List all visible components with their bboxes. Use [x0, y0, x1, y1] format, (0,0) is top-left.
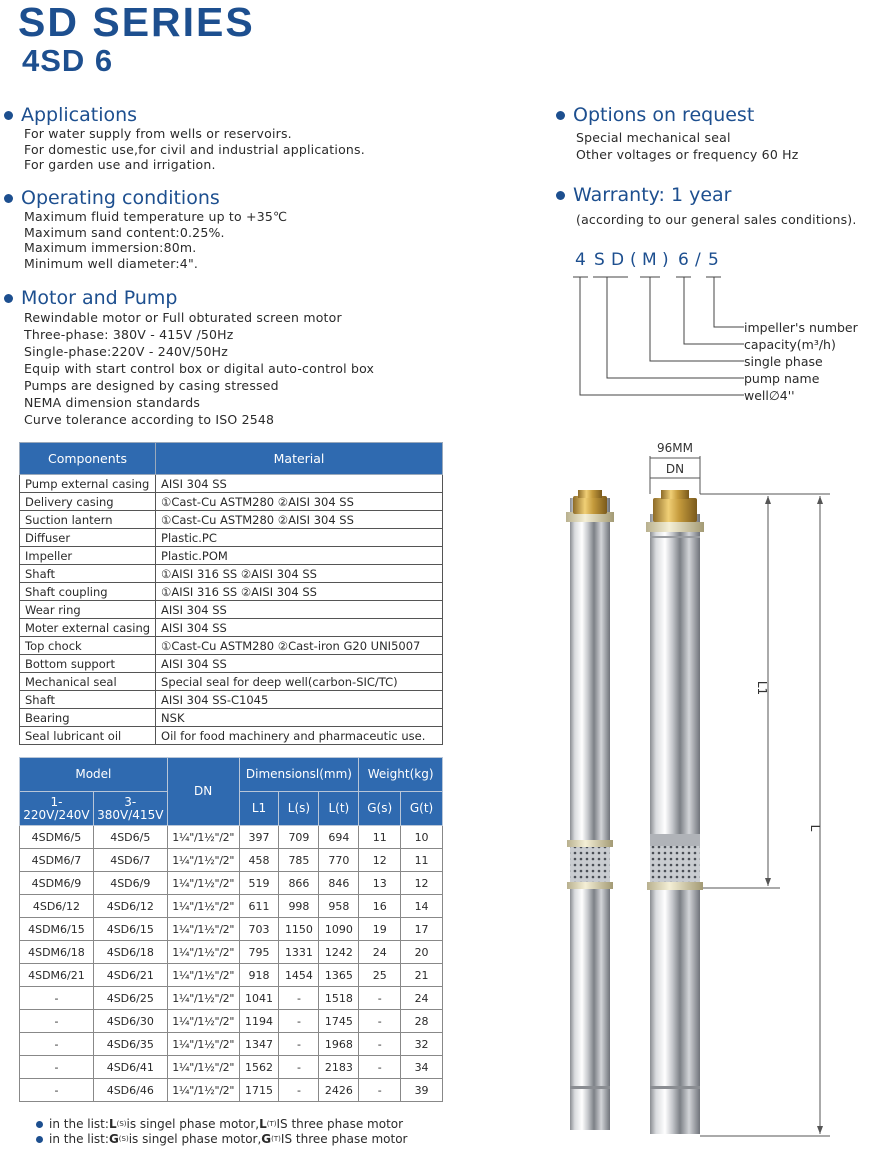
page-title: SD SERIES: [18, 0, 255, 45]
gs-cell: 24: [359, 941, 401, 964]
model-row: [20, 964, 443, 987]
l1-cell: 1347: [239, 1033, 279, 1056]
component-name-cell: Wear ring: [20, 601, 156, 619]
components-row: [20, 709, 443, 727]
gs-cell: -: [359, 1010, 401, 1033]
gs-cell: 11: [359, 826, 401, 849]
component-name-cell: Mechanical seal: [20, 673, 156, 691]
applications-line: For garden use and irrigation.: [24, 157, 216, 172]
dn-cell: 1¼"/1½"/2": [167, 964, 239, 987]
dn-cell: 1¼"/1½"/2": [167, 918, 239, 941]
three-phase-model-cell: 4SD6/30: [93, 1010, 167, 1033]
model-row: [20, 918, 443, 941]
ls-cell: 785: [279, 849, 319, 872]
three-phase-model-cell: 4SD6/7: [93, 849, 167, 872]
code-char: (: [630, 250, 637, 270]
gt-cell: 34: [401, 1056, 443, 1079]
components-row: [20, 565, 443, 583]
pump-illustration-right: [646, 490, 704, 1134]
l1-dimension-label: L1: [755, 680, 769, 696]
material-cell: Plastic.PC: [156, 529, 443, 547]
material-cell: NSK: [156, 709, 443, 727]
dn-cell: 1¼"/1½"/2": [167, 987, 239, 1010]
components-row: [20, 691, 443, 709]
component-name-cell: Diffuser: [20, 529, 156, 547]
component-name-cell: Shaft: [20, 691, 156, 709]
motor-line: Equip with start control box or digital auto-control box: [24, 361, 375, 376]
page-subtitle: 4SD 6: [22, 43, 114, 78]
dn-cell: 1¼"/1½"/2": [167, 895, 239, 918]
bullet-icon: [4, 294, 13, 303]
gt-cell: 11: [401, 849, 443, 872]
component-name-cell: Top chock: [20, 637, 156, 655]
gt-cell: 17: [401, 918, 443, 941]
model-row: [20, 1079, 443, 1102]
dn-cell: 1¼"/1½"/2": [167, 872, 239, 895]
code-label-impeller: impeller's number: [744, 320, 858, 335]
l1-cell: 397: [239, 826, 279, 849]
single-phase-model-cell: -: [20, 1056, 94, 1079]
component-name-cell: Delivery casing: [20, 493, 156, 511]
ls-cell: -: [279, 1056, 319, 1079]
three-phase-header: 3- 380V/415V: [93, 792, 167, 826]
options-section: [556, 104, 799, 163]
code-char: /: [695, 250, 701, 270]
gs-cell: -: [359, 1033, 401, 1056]
lt-cell: 1090: [319, 918, 359, 941]
gs-cell: 16: [359, 895, 401, 918]
material-cell: ①AISI 316 SS ②AISI 304 SS: [156, 583, 443, 601]
single-phase-model-cell: 4SDM6/18: [20, 941, 94, 964]
single-phase-model-cell: -: [20, 1033, 94, 1056]
lt-cell: 770: [319, 849, 359, 872]
single-phase-model-cell: 4SDM6/5: [20, 826, 94, 849]
operating-line: Maximum fluid temperature up to +35℃: [24, 209, 288, 224]
gs-cell: -: [359, 1079, 401, 1102]
lt-cell: 2183: [319, 1056, 359, 1079]
material-header: Material: [156, 443, 443, 475]
pump-drawing: [530, 436, 850, 1152]
code-char: S: [594, 250, 605, 270]
lt-header: L(t): [319, 792, 359, 826]
model-code-diagram: [560, 250, 870, 410]
component-name-cell: Impeller: [20, 547, 156, 565]
bullet-icon: [556, 111, 565, 120]
components-row: [20, 511, 443, 529]
l1-cell: 611: [239, 895, 279, 918]
code-char: M: [642, 250, 657, 270]
material-cell: AISI 304 SS: [156, 619, 443, 637]
dn-cell: 1¼"/1½"/2": [167, 849, 239, 872]
components-row: [20, 529, 443, 547]
l1-header: L1: [239, 792, 279, 826]
component-name-cell: Seal lubricant oil: [20, 727, 156, 745]
gt-cell: 21: [401, 964, 443, 987]
applications-line: For water supply from wells or reservoirs.: [24, 126, 292, 141]
bullet-icon: [4, 111, 13, 120]
motor-line: Pumps are designed by casing stressed: [24, 378, 279, 393]
lt-cell: 1968: [319, 1033, 359, 1056]
lt-cell: 1242: [319, 941, 359, 964]
options-heading: Options on request: [573, 104, 755, 126]
gs-header: G(s): [359, 792, 401, 826]
dn-dimension-label: DN: [665, 462, 685, 476]
warranty-heading: Warranty: 1 year: [573, 184, 732, 206]
components-row: [20, 673, 443, 691]
gs-cell: 25: [359, 964, 401, 987]
three-phase-model-cell: 4SD6/12: [93, 895, 167, 918]
components-row: [20, 601, 443, 619]
component-name-cell: Pump external casing: [20, 475, 156, 493]
lt-cell: 1518: [319, 987, 359, 1010]
components-table: [19, 442, 443, 745]
three-phase-model-cell: 4SD6/9: [93, 872, 167, 895]
dimensions-header: Dimensionsl(mm): [239, 758, 359, 792]
components-row: [20, 547, 443, 565]
ls-cell: 998: [279, 895, 319, 918]
component-name-cell: Bearing: [20, 709, 156, 727]
ls-cell: -: [279, 1079, 319, 1102]
weight-header: Weight(kg): [359, 758, 443, 792]
model-row: [20, 941, 443, 964]
components-row: [20, 475, 443, 493]
material-cell: AISI 304 SS: [156, 601, 443, 619]
operating-line: Maximum immersion:80m.: [24, 240, 197, 255]
single-phase-model-cell: -: [20, 987, 94, 1010]
material-cell: AISI 304 SS-C1045: [156, 691, 443, 709]
single-phase-model-cell: 4SDM6/21: [20, 964, 94, 987]
warranty-section: [556, 184, 857, 228]
ls-cell: 1454: [279, 964, 319, 987]
material-cell: AISI 304 SS: [156, 655, 443, 673]
code-label-well: well∅4'': [744, 388, 795, 403]
l1-cell: 1715: [239, 1079, 279, 1102]
material-cell: AISI 304 SS: [156, 475, 443, 493]
gt-cell: 20: [401, 941, 443, 964]
options-line: Other voltages or frequency 60 Hz: [576, 147, 799, 162]
model-row: [20, 1033, 443, 1056]
model-table: [19, 757, 443, 1102]
ls-header: L(s): [279, 792, 319, 826]
model-header: Model: [20, 758, 168, 792]
components-header: Components: [20, 443, 156, 475]
components-row: [20, 493, 443, 511]
options-line: Special mechanical seal: [576, 130, 731, 145]
bullet-icon: [556, 191, 565, 200]
single-phase-model-cell: -: [20, 1010, 94, 1033]
components-row: [20, 583, 443, 601]
gs-cell: -: [359, 1056, 401, 1079]
operating-section: [4, 187, 287, 271]
gs-cell: 12: [359, 849, 401, 872]
component-name-cell: Shaft coupling: [20, 583, 156, 601]
code-char: 6: [678, 250, 689, 270]
model-row: [20, 1056, 443, 1079]
material-cell: Oil for food machinery and pharmaceutic use.: [156, 727, 443, 745]
ls-cell: 1331: [279, 941, 319, 964]
operating-line: Minimum well diameter:4".: [24, 255, 199, 271]
gt-cell: 10: [401, 826, 443, 849]
ls-cell: 709: [279, 826, 319, 849]
gt-cell: 12: [401, 872, 443, 895]
l1-cell: 519: [239, 872, 279, 895]
pump-illustration-left: [566, 490, 614, 1130]
components-row: [20, 655, 443, 673]
gt-header: G(t): [401, 792, 443, 826]
operating-heading: Operating conditions: [21, 187, 220, 209]
dn-cell: 1¼"/1½"/2": [167, 1033, 239, 1056]
components-row: [20, 727, 443, 745]
code-label-pump-name: pump name: [744, 371, 820, 386]
dn-cell: 1¼"/1½"/2": [167, 1079, 239, 1102]
warranty-line: (according to our general sales conditions).: [576, 212, 857, 227]
model-row: [20, 1010, 443, 1033]
applications-line: For domestic use,for civil and industrial applications.: [24, 141, 365, 157]
single-phase-model-cell: -: [20, 1079, 94, 1102]
dn-cell: 1¼"/1½"/2": [167, 941, 239, 964]
motor-heading: Motor and Pump: [21, 287, 178, 309]
l1-cell: 1041: [239, 987, 279, 1010]
model-row: [20, 895, 443, 918]
ls-cell: -: [279, 1010, 319, 1033]
bullet-icon: [4, 194, 13, 203]
applications-section: [4, 104, 365, 173]
lt-cell: 694: [319, 826, 359, 849]
table-notes: [36, 1117, 407, 1147]
three-phase-model-cell: 4SD6/21: [93, 964, 167, 987]
material-cell: Plastic.POM: [156, 547, 443, 565]
gs-cell: -: [359, 987, 401, 1010]
material-cell: Special seal for deep well(carbon-SIC/TC): [156, 673, 443, 691]
motor-line: Three-phase: 380V - 415V /50Hz: [24, 327, 234, 342]
note-line: in the list: L (S) is singel phase motor, L (T) IS three phase motor: [36, 1117, 407, 1132]
lt-cell: 1365: [319, 964, 359, 987]
dn-cell: 1¼"/1½"/2": [167, 1056, 239, 1079]
operating-line: Maximum sand content:0.25%.: [24, 224, 225, 240]
ls-cell: 1150: [279, 918, 319, 941]
motor-section: [4, 287, 374, 428]
single-phase-model-cell: 4SDM6/15: [20, 918, 94, 941]
gt-cell: 14: [401, 895, 443, 918]
components-row: [20, 637, 443, 655]
single-phase-model-cell: 4SDM6/9: [20, 872, 94, 895]
code-char: 5: [708, 250, 719, 270]
component-name-cell: Bottom support: [20, 655, 156, 673]
three-phase-model-cell: 4SD6/41: [93, 1056, 167, 1079]
l1-cell: 795: [239, 941, 279, 964]
three-phase-model-cell: 4SD6/5: [93, 826, 167, 849]
code-char: ): [662, 250, 669, 270]
component-name-cell: Suction lantern: [20, 511, 156, 529]
width-dimension-label: 96MM: [657, 441, 693, 455]
single-phase-header: 1- 220V/240V: [20, 792, 94, 826]
ls-cell: -: [279, 987, 319, 1010]
material-cell: ①Cast-Cu ASTM280 ②AISI 304 SS: [156, 493, 443, 511]
components-row: [20, 619, 443, 637]
model-row: [20, 849, 443, 872]
component-name-cell: Moter external casing: [20, 619, 156, 637]
bullet-icon: [36, 1121, 43, 1128]
dn-cell: 1¼"/1½"/2": [167, 826, 239, 849]
ls-cell: 866: [279, 872, 319, 895]
motor-line: Single-phase:220V - 240V/50Hz: [24, 344, 229, 359]
model-row: [20, 872, 443, 895]
gt-cell: 32: [401, 1033, 443, 1056]
model-row: [20, 826, 443, 849]
code-label-phase: single phase: [744, 354, 823, 369]
three-phase-model-cell: 4SD6/25: [93, 987, 167, 1010]
code-label-capacity: capacity(m³/h): [744, 337, 836, 352]
lt-cell: 2426: [319, 1079, 359, 1102]
code-char: D: [611, 250, 625, 270]
note-line: in the list: G (S) is singel phase motor, G (T) IS three phase motor: [36, 1132, 407, 1147]
gt-cell: 39: [401, 1079, 443, 1102]
dn-header: DN: [167, 758, 239, 826]
l-dimension-label: L: [808, 824, 822, 832]
motor-line: Rewindable motor or Full obturated screen motor: [24, 310, 342, 325]
l1-cell: 918: [239, 964, 279, 987]
dn-cell: 1¼"/1½"/2": [167, 1010, 239, 1033]
single-phase-model-cell: 4SDM6/7: [20, 849, 94, 872]
gt-cell: 24: [401, 987, 443, 1010]
gt-cell: 28: [401, 1010, 443, 1033]
bullet-icon: [36, 1136, 43, 1143]
motor-line: NEMA dimension standards: [24, 395, 201, 410]
component-name-cell: Shaft: [20, 565, 156, 583]
gs-cell: 13: [359, 872, 401, 895]
three-phase-model-cell: 4SD6/18: [93, 941, 167, 964]
three-phase-model-cell: 4SD6/15: [93, 918, 167, 941]
lt-cell: 846: [319, 872, 359, 895]
lt-cell: 1745: [319, 1010, 359, 1033]
code-char: 4: [575, 250, 586, 270]
motor-line: Curve tolerance according to ISO 2548: [24, 412, 275, 427]
l1-cell: 1194: [239, 1010, 279, 1033]
l1-cell: 703: [239, 918, 279, 941]
single-phase-model-cell: 4SD6/12: [20, 895, 94, 918]
applications-heading: Applications: [21, 104, 138, 126]
l1-cell: 458: [239, 849, 279, 872]
three-phase-model-cell: 4SD6/35: [93, 1033, 167, 1056]
gs-cell: 19: [359, 918, 401, 941]
material-cell: ①AISI 316 SS ②AISI 304 SS: [156, 565, 443, 583]
three-phase-model-cell: 4SD6/46: [93, 1079, 167, 1102]
l1-cell: 1562: [239, 1056, 279, 1079]
lt-cell: 958: [319, 895, 359, 918]
material-cell: ①Cast-Cu ASTM280 ②Cast-iron G20 UNI5007: [156, 637, 443, 655]
model-row: [20, 987, 443, 1010]
ls-cell: -: [279, 1033, 319, 1056]
material-cell: ①Cast-Cu ASTM280 ②AISI 304 SS: [156, 511, 443, 529]
